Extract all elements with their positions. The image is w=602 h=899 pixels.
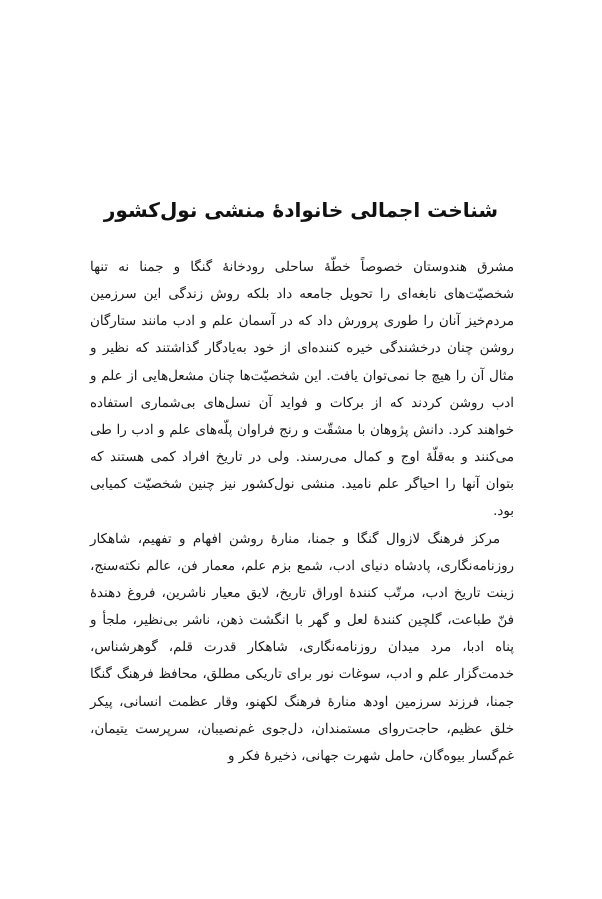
body-text bbox=[90, 254, 514, 770]
chapter-title: شناخت اجمالی خانوادهٔ منشی نول‌کشور bbox=[103, 198, 499, 222]
paragraph-2: مرکز فرهنگ لازوال گنگا و جمنا، منارهٔ روشن افهام و تفهیم، شاهکار روزنامه‌نگاری، پادشاه دنیای ادب، شمع بزم علم، معمار فن، عالم نکته‌سنج، زینت تاریخ ادب، مرتّب کنندهٔ اوراق تاریخ، لایق معیار ناشرین، فروغ دهندهٔ فنّ طباعت، گلچین کنندهٔ لعل و گهر با انگشت ذهن، ناشر بی‌نظیر، ملجأ و پناه ادبا، مرد میدان روزنامه‌نگاری، شاهکار قدرت قلم، گوهرشناس، خدمت‌گزار علم و ادب، سوغات نور برای تاریکی مطلق، محافظ فرهنگ گنگا جمنا، فرزند سرزمین اودھ منارهٔ فرهنگ لکهنو، وقار عظمت انسانی، پیکر خلق عظیم، حاجت‌روای مستمندان، دل‌جوی غم‌نصیبان، سرپرست یتیمان، غم‌گسار بیوه‌گان، حامل شهرت جهانی، ذخیرهٔ فکر و bbox=[90, 531, 514, 764]
paragraph-1: مشرق هندوستان خصوصاً خطّهٔ ساحلی رودخانهٔ گنگا و جمنا نه تنها شخصیّت‌های نابغه‌ای را تحویل جامعه داد بلکه روش زندگی این سرزمین مردم‌خیز آنان را طوری پرورش داد که در آسمان علم و ادب مانند ستارگان روشن چنان درخشندگی خیره کننده‌ای از خود به‌یادگار گذاشتند که نظیر و مثال آن را هیچ جا نمی‌توان یافت. این شخصیّت‌ها چنان مشعل‌هایی از علم و ادب روشن کردند که از برکات و فواید آن نسل‌های بی‌شماری استفاده خواهند کرد. دانش پژوهان با مشقّت و رنج فراوان پلّه‌های علم و ادب را طی می‌کنند و به‌قلّهٔ اوج و کمال می‌رسند. ولی در تاریخ افراد کمی هستند که بتوان آنها را احیاگر علم نامید. منشی نول‌کشور نیز چنین شخصیّت کمیابی بود. bbox=[90, 260, 514, 520]
